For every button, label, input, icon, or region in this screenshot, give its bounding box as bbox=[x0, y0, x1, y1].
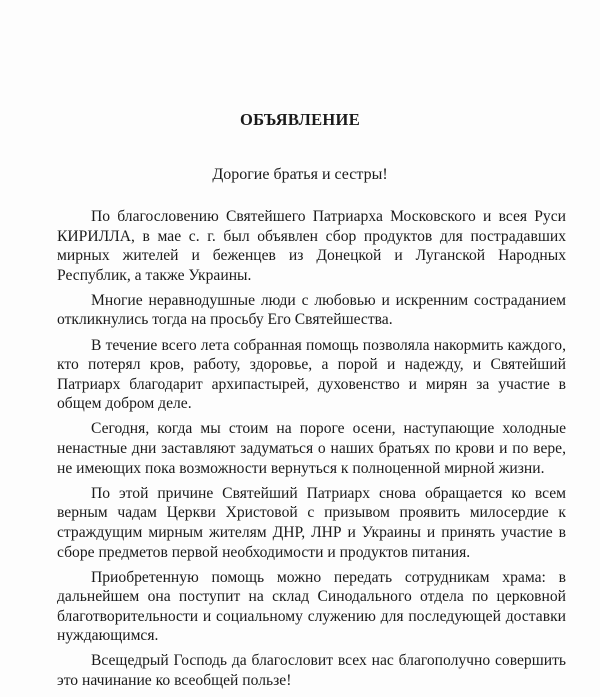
paragraph: Всещедрый Господь да благословит всех нас благополучно совершить это начинание ко всеобщей пользе! bbox=[57, 652, 566, 690]
paragraph: По этой причине Святейший Патриарх снова обращается ко всем верным чадам Церкви Христовой с призывом проявить милосердие к страждущим мирным жителям ДНР, ЛНР и Украины и принять участие в сборе предметов первой необходимости и продуктов питания. bbox=[57, 484, 566, 561]
document-title: ОБЪЯВЛЕНИЕ bbox=[239, 110, 360, 129]
paragraph: В течение всего лета собранная помощь позволяла накормить каждого, кто потерял кров, работу, здоровье, а порой и надежду, и Святейший Патриарх благодарит архипастырей, духовенство и мирян за участие в общем добром деле. bbox=[57, 336, 566, 413]
document-body bbox=[57, 207, 566, 696]
salutation: Дорогие братья и сестры! bbox=[212, 166, 388, 183]
paragraph: Многие неравнодушные люди с любовью и искренним состраданием откликнулись тогда на просьбу Его Святейшества. bbox=[57, 291, 566, 329]
paragraph: По благословению Святейшего Патриарха Московского и всея Руси КИРИЛЛА, в мае с. г. был объявлен сбор продуктов для пострадавших мирных жителей и беженцев из Донецкой и Луганской Народных Республик, а также Украины. bbox=[57, 208, 566, 284]
paragraph: Приобретенную помощь можно передать сотрудникам храма: в дальнейшем она поступит на склад Синодального отдела по церковной благотворительности и социальному служению для последующей доставки нуждающимся. bbox=[57, 568, 566, 645]
paragraph: Сегодня, когда мы стоим на пороге осени, наступающие холодные ненастные дни заставляют задуматься о наших братьях по крови и по вере, не имеющих пока возможности вернуться к полноценной мирной жизни. bbox=[57, 420, 566, 477]
